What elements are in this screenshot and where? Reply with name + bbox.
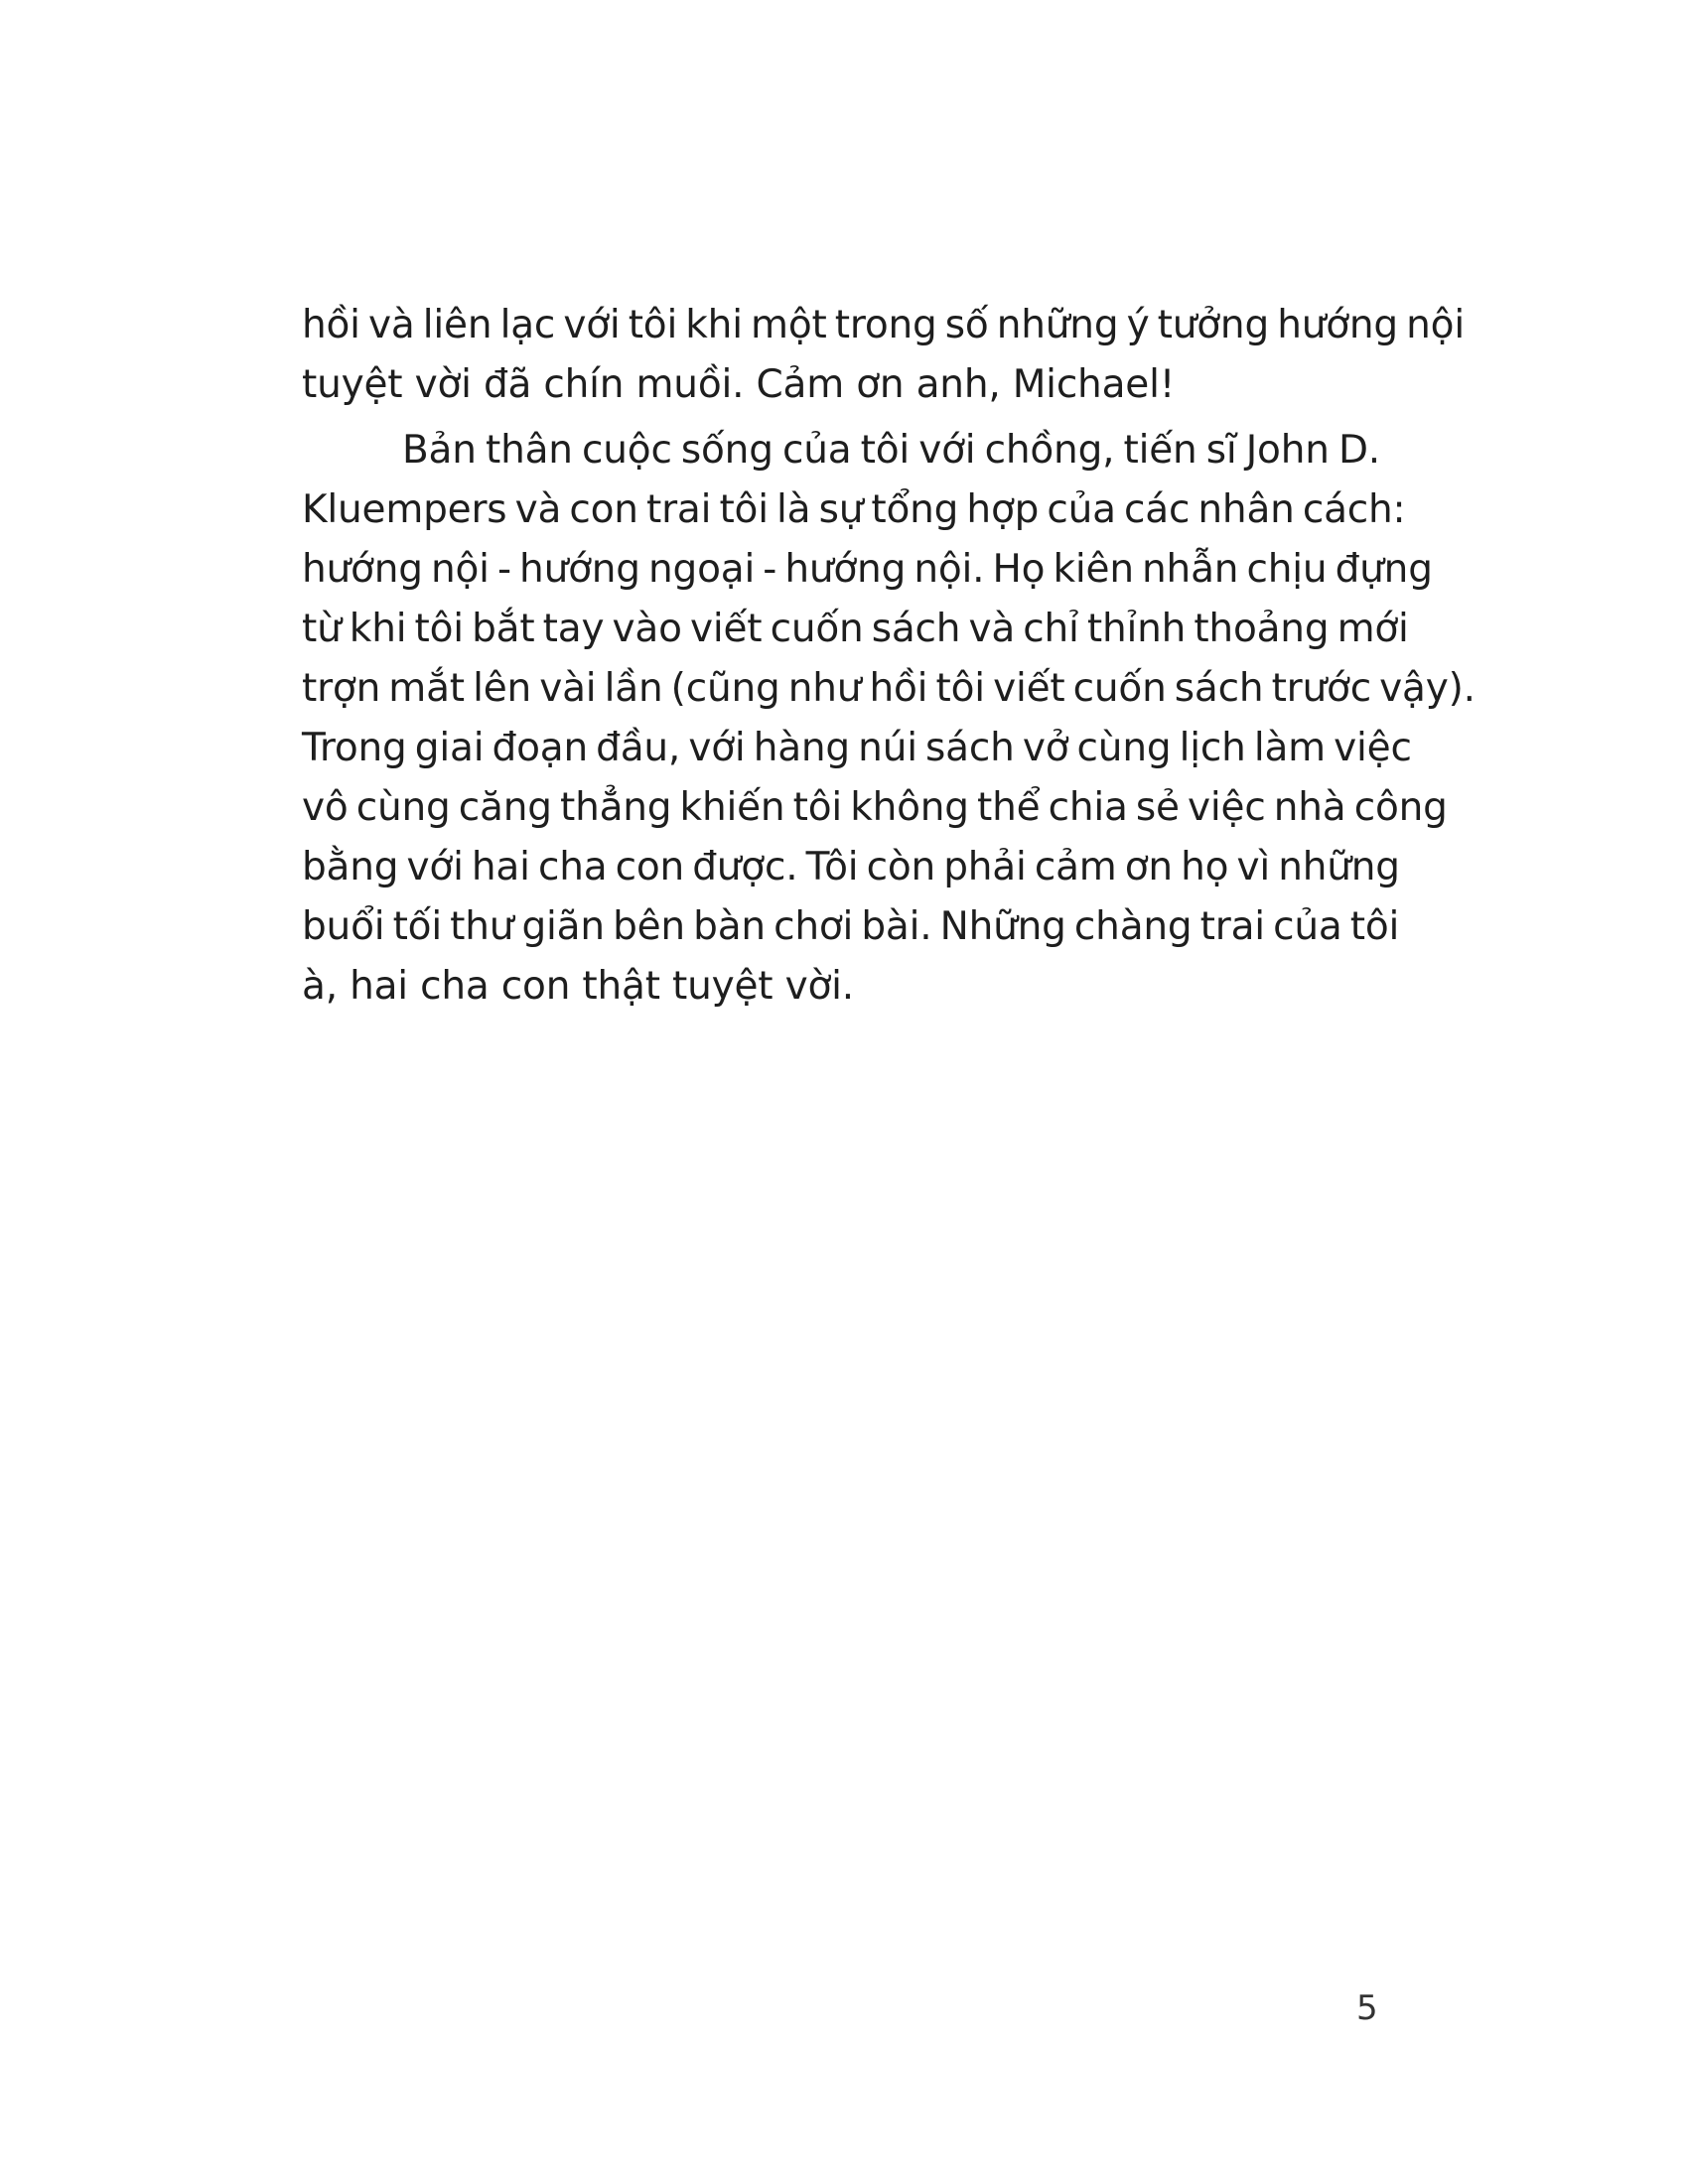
text-line: à, hai cha con thật tuyệt vời. bbox=[302, 964, 854, 1009]
text-line: buổi tối thư giãn bên bàn chơi bài. Những chàng trai của tôi bbox=[302, 904, 1400, 949]
page-number: 5 bbox=[1356, 1988, 1378, 2028]
text-line: Trong giai đoạn đầu, với hàng núi sách vở cùng lịch làm việc bbox=[302, 726, 1412, 770]
text-line: vô cùng căng thẳng khiến tôi không thể chia sẻ việc nhà công bbox=[302, 785, 1448, 830]
text-line: hướng nội - hướng ngoại - hướng nội. Họ kiên nhẫn chịu đựng bbox=[302, 547, 1433, 592]
text-line: Kluempers và con trai tôi là sự tổng hợp của các nhân cách: bbox=[302, 487, 1406, 532]
text-line: trợn mắt lên vài lần (cũng như hồi tôi viết cuốn sách trước vậy). bbox=[302, 666, 1476, 711]
text-line: Bản thân cuộc sống của tôi với chồng, tiến sĩ John D. bbox=[402, 428, 1380, 473]
text-line: tuyệt vời đã chín muồi. Cảm ơn anh, Michael! bbox=[302, 362, 1176, 407]
text-line: bằng với hai cha con được. Tôi còn phải cảm ơn họ vì những bbox=[302, 845, 1400, 889]
text-line: hồi và liên lạc với tôi khi một trong số những ý tưởng hướng nội bbox=[302, 303, 1465, 347]
body-text bbox=[302, 296, 1476, 1017]
text-line: từ khi tôi bắt tay vào viết cuốn sách và chỉ thỉnh thoảng mới bbox=[302, 607, 1409, 651]
